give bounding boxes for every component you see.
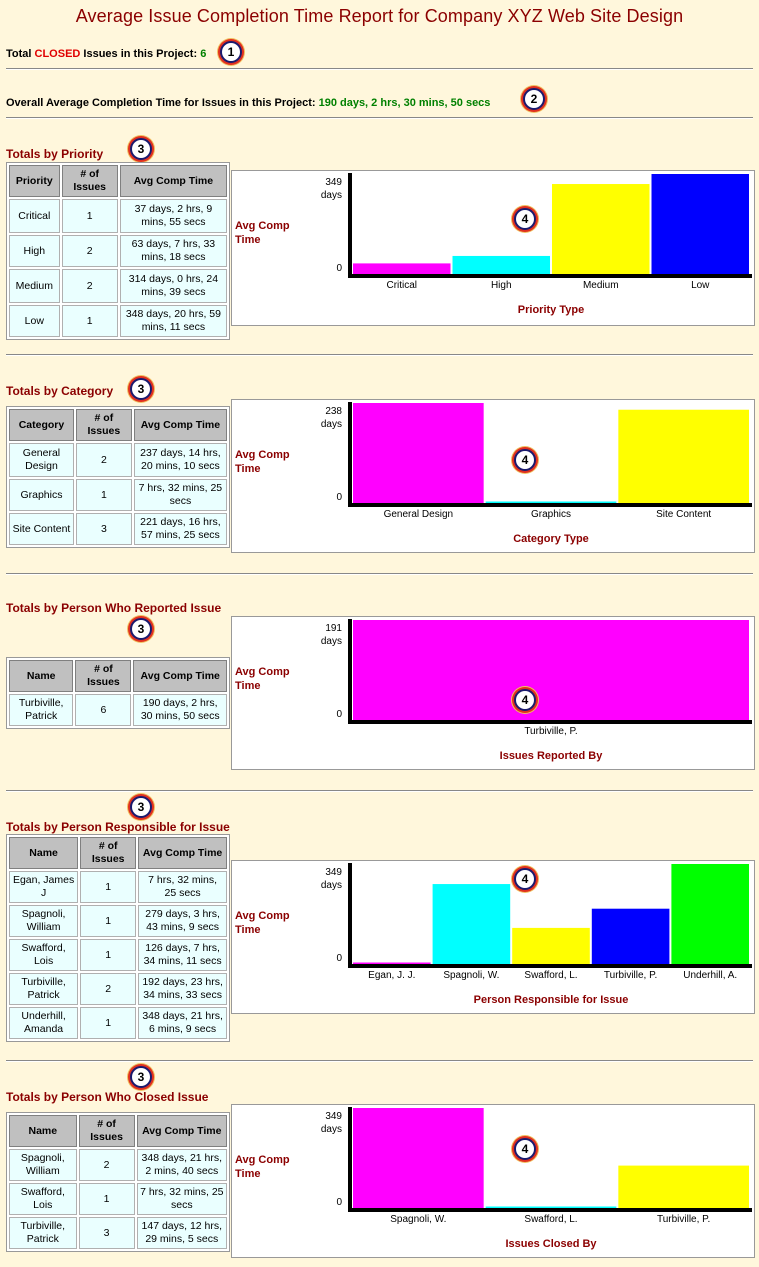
- y-axis-max-label: [321, 867, 343, 891]
- x-tick-label: Spagnoli, W.: [390, 1214, 447, 1225]
- bar: [618, 1166, 749, 1208]
- avg-value: 190 days, 2 hrs, 30 mins, 50 secs: [318, 97, 491, 109]
- table-header-row: [9, 837, 227, 869]
- x-tick-label: Egan, J. J.: [368, 970, 416, 981]
- column-header: # of Issues: [62, 165, 118, 197]
- table-cell: Low: [9, 305, 60, 337]
- y-axis-label-line: Avg Comp: [235, 910, 290, 922]
- bar: [652, 174, 750, 274]
- bar: [433, 884, 511, 964]
- y-axis-max-label: [321, 177, 343, 201]
- y-axis-label-line: Time: [235, 680, 261, 692]
- table-cell: 3: [76, 513, 132, 545]
- callout-3-badge: 3: [130, 796, 152, 818]
- table-row: [9, 1007, 227, 1039]
- table-row: [9, 973, 227, 1005]
- bar-chart-svg: [232, 617, 754, 769]
- x-axis-title: Issues Reported By: [499, 750, 603, 762]
- bar: [353, 403, 484, 503]
- divider: [6, 354, 753, 356]
- y-axis-label-line: Avg Comp: [235, 1154, 290, 1166]
- y-axis-min-label: 0: [336, 492, 342, 503]
- callout-3-badge: 3: [130, 618, 152, 640]
- y-axis-min-label: 0: [336, 953, 342, 964]
- table-cell: 1: [62, 305, 118, 337]
- table-row: [9, 871, 227, 903]
- y-axis-min-label: 0: [336, 1197, 342, 1208]
- y-axis-label: [235, 1154, 290, 1180]
- divider: [6, 68, 753, 70]
- table-cell: Medium: [9, 269, 60, 303]
- x-axis-title: Category Type: [513, 533, 589, 545]
- table-cell: General Design: [9, 443, 74, 477]
- y-axis-line: [348, 619, 352, 724]
- avg-label: Overall Average Completion Time for Issues in this Project:: [6, 97, 319, 109]
- x-tick-label: Swafford, L.: [524, 970, 578, 981]
- table-cell: Turbiville, Patrick: [9, 694, 73, 726]
- column-header: Name: [9, 1115, 77, 1147]
- category-table: [6, 406, 230, 548]
- x-tick-label: Turbiville, P.: [524, 726, 578, 737]
- bar: [353, 620, 749, 720]
- x-tick-label: Swafford, L.: [524, 1214, 578, 1225]
- callout-4-badge: 4: [514, 208, 536, 230]
- column-header: Name: [9, 660, 73, 692]
- y-axis-label: [235, 910, 290, 936]
- callout-1-badge: 1: [220, 41, 242, 63]
- table-cell: 63 days, 7 hrs, 33 mins, 18 secs: [120, 235, 227, 267]
- table-cell: 237 days, 14 hrs, 20 mins, 10 secs: [134, 443, 227, 477]
- divider: [6, 1060, 753, 1062]
- table-cell: 1: [80, 871, 136, 903]
- priority-chart: [231, 170, 755, 326]
- column-header: # of Issues: [80, 837, 136, 869]
- divider: [6, 117, 753, 119]
- table-cell: 279 days, 3 hrs, 43 mins, 9 secs: [138, 905, 227, 937]
- x-tick-label: General Design: [383, 509, 454, 520]
- table-cell: 1: [62, 199, 118, 233]
- column-header: Avg Comp Time: [137, 1115, 227, 1147]
- bar: [671, 864, 749, 964]
- table-cell: 190 days, 2 hrs, 30 mins, 50 secs: [133, 694, 227, 726]
- x-tick-label: Critical: [386, 280, 418, 291]
- divider: [6, 790, 753, 792]
- bar: [486, 502, 617, 504]
- table-cell: 2: [62, 269, 118, 303]
- y-axis-line: [348, 402, 352, 507]
- table-cell: 348 days, 21 hrs, 2 mins, 40 secs: [137, 1149, 227, 1181]
- bar-chart-svg: [232, 400, 754, 552]
- y-axis-label-line: Avg Comp: [235, 449, 290, 461]
- y-axis-max-unit: days: [320, 1124, 342, 1135]
- y-axis-label-line: Time: [235, 924, 261, 936]
- table-cell: 1: [80, 939, 136, 971]
- y-axis-max-value: 349: [325, 1111, 342, 1122]
- table-cell: Turbiville, Patrick: [9, 1217, 77, 1249]
- table-cell: 7 hrs, 32 mins, 25 secs: [138, 871, 227, 903]
- category-chart: [231, 399, 755, 553]
- closed-chart: [231, 1104, 755, 1258]
- y-axis-line: [348, 1107, 352, 1212]
- table-cell: Swafford, Lois: [9, 1183, 77, 1215]
- average-time-summary: [6, 97, 490, 109]
- section-title-priority: Totals by Priority: [6, 147, 104, 161]
- x-tick-label: High: [490, 280, 512, 291]
- column-header: # of Issues: [79, 1115, 135, 1147]
- table-row: [9, 1149, 227, 1181]
- y-axis-max-unit: days: [320, 636, 342, 647]
- table-row: [9, 694, 227, 726]
- table-cell: High: [9, 235, 60, 267]
- reported-chart: [231, 616, 755, 770]
- responsible-chart: [231, 860, 755, 1014]
- y-axis-label: [235, 666, 290, 692]
- bar: [453, 256, 551, 274]
- bar: [353, 1108, 484, 1208]
- x-tick-label: Site Content: [656, 509, 712, 520]
- column-header: Avg Comp Time: [133, 660, 227, 692]
- callout-3-badge: 3: [130, 1066, 152, 1088]
- table-cell: 126 days, 7 hrs, 34 mins, 11 secs: [138, 939, 227, 971]
- table-cell: 1: [80, 1007, 136, 1039]
- closed-word: CLOSED: [34, 48, 81, 60]
- table-cell: Underhill, Amanda: [9, 1007, 78, 1039]
- y-axis-max-unit: days: [320, 419, 342, 430]
- table-row: [9, 479, 227, 511]
- table-row: [9, 1217, 227, 1249]
- table-cell: 221 days, 16 hrs, 57 mins, 25 secs: [134, 513, 227, 545]
- section-title-reported: Totals by Person Who Reported Issue: [6, 601, 222, 615]
- table-row: [9, 199, 227, 233]
- table-cell: 192 days, 23 hrs, 34 mins, 33 secs: [138, 973, 227, 1005]
- table-row: [9, 235, 227, 267]
- y-axis-label-line: Time: [235, 234, 261, 246]
- divider: [6, 573, 753, 575]
- table-cell: 314 days, 0 hrs, 24 mins, 39 secs: [120, 269, 227, 303]
- reported-table: [6, 657, 230, 729]
- table-cell: 1: [79, 1183, 135, 1215]
- x-tick-label: Spagnoli, W.: [443, 970, 500, 981]
- report-title: Average Issue Completion Time Report for Company XYZ Web Site Design: [75, 6, 684, 26]
- table-cell: 6: [75, 694, 131, 726]
- column-header: Priority: [9, 165, 60, 197]
- y-axis-max-label: [321, 406, 343, 430]
- table-cell: Graphics: [9, 479, 74, 511]
- table-cell: Egan, James J: [9, 871, 78, 903]
- table-header-row: [9, 1115, 227, 1147]
- y-axis-label: [235, 220, 290, 246]
- table-cell: 2: [79, 1149, 135, 1181]
- table-row: [9, 443, 227, 477]
- y-axis-label-line: Time: [235, 463, 261, 475]
- table-cell: 37 days, 2 hrs, 9 mins, 55 secs: [120, 199, 227, 233]
- bar: [353, 963, 431, 965]
- table-cell: 2: [62, 235, 118, 267]
- table-cell: Spagnoli, William: [9, 1149, 77, 1181]
- y-axis-max-value: 349: [325, 867, 342, 878]
- table-cell: 7 hrs, 32 mins, 25 secs: [134, 479, 227, 511]
- table-cell: 348 days, 20 hrs, 59 mins, 11 secs: [120, 305, 227, 337]
- column-header: # of Issues: [75, 660, 131, 692]
- table-cell: Swafford, Lois: [9, 939, 78, 971]
- bar: [486, 1207, 617, 1209]
- section-title-closed: Totals by Person Who Closed Issue: [6, 1090, 209, 1104]
- table-header-row: [9, 165, 227, 197]
- y-axis-label-line: Avg Comp: [235, 220, 290, 232]
- table-row: [9, 905, 227, 937]
- column-header: Avg Comp Time: [138, 837, 227, 869]
- y-axis-label: [235, 449, 290, 475]
- bar: [618, 410, 749, 503]
- x-axis-title: Priority Type: [517, 304, 585, 316]
- bar: [353, 263, 451, 274]
- x-tick-label: Medium: [582, 280, 619, 291]
- column-header: Category: [9, 409, 74, 441]
- x-axis-line: [348, 720, 752, 724]
- section-title-category: Totals by Category: [6, 384, 114, 398]
- y-axis-min-label: 0: [336, 709, 342, 720]
- x-tick-label: Turbiville, P.: [603, 970, 658, 981]
- x-axis-line: [348, 1208, 752, 1212]
- table-row: [9, 939, 227, 971]
- table-row: [9, 1183, 227, 1215]
- bar: [552, 184, 650, 274]
- table-header-row: [9, 409, 227, 441]
- bar: [592, 909, 670, 964]
- closed-prefix: Total: [6, 48, 35, 60]
- section-title-responsible: Totals by Person Responsible for Issue: [6, 820, 230, 834]
- table-header-row: [9, 660, 227, 692]
- callout-3-badge: 3: [130, 138, 152, 160]
- callout-2-badge: 2: [523, 88, 545, 110]
- column-header: # of Issues: [76, 409, 132, 441]
- table-cell: 7 hrs, 32 mins, 25 secs: [137, 1183, 227, 1215]
- bar-chart-svg: [232, 171, 754, 323]
- y-axis-label-line: Avg Comp: [235, 666, 290, 678]
- y-axis-max-unit: days: [320, 190, 342, 201]
- responsible-table: [6, 834, 230, 1042]
- x-tick-label: Underhill, A.: [683, 970, 738, 981]
- bar: [512, 928, 590, 964]
- bar-chart-svg: [232, 861, 754, 1013]
- y-axis-max-label: [321, 1111, 343, 1135]
- callout-4-badge: 4: [514, 449, 536, 471]
- table-cell: 2: [76, 443, 132, 477]
- x-axis-line: [348, 503, 752, 507]
- table-cell: Spagnoli, William: [9, 905, 78, 937]
- table-cell: 2: [80, 973, 136, 1005]
- y-axis-line: [348, 863, 352, 968]
- priority-table: [6, 162, 230, 340]
- y-axis-max-unit: days: [320, 880, 342, 891]
- x-tick-label: Low: [691, 280, 710, 291]
- callout-4-badge: 4: [514, 868, 536, 890]
- table-cell: Critical: [9, 199, 60, 233]
- x-tick-label: Turbiville, P.: [656, 1214, 711, 1225]
- y-axis-label-line: Time: [235, 1168, 261, 1180]
- y-axis-line: [348, 173, 352, 278]
- table-cell: 348 days, 21 hrs, 6 mins, 9 secs: [138, 1007, 227, 1039]
- table-cell: Turbiville, Patrick: [9, 973, 78, 1005]
- y-axis-max-value: 191: [325, 623, 342, 634]
- table-row: [9, 305, 227, 337]
- y-axis-min-label: 0: [336, 263, 342, 274]
- closed-issues-summary: [6, 48, 206, 60]
- table-cell: 1: [80, 905, 136, 937]
- table-cell: 3: [79, 1217, 135, 1249]
- y-axis-max-label: [321, 623, 343, 647]
- column-header: Avg Comp Time: [120, 165, 227, 197]
- y-axis-max-value: 349: [325, 177, 342, 188]
- closed-table: [6, 1112, 230, 1252]
- column-header: Name: [9, 837, 78, 869]
- table-cell: 147 days, 12 hrs, 29 mins, 5 secs: [137, 1217, 227, 1249]
- x-axis-title: Issues Closed By: [505, 1238, 597, 1250]
- table-cell: Site Content: [9, 513, 74, 545]
- closed-count: 6: [200, 48, 207, 60]
- y-axis-max-value: 238: [325, 406, 342, 417]
- bar-chart-svg: [232, 1105, 754, 1257]
- table-cell: 1: [76, 479, 132, 511]
- table-row: [9, 513, 227, 545]
- x-axis-line: [348, 964, 752, 968]
- column-header: Avg Comp Time: [134, 409, 227, 441]
- x-axis-line: [348, 274, 752, 278]
- closed-suffix: Issues in this Project:: [80, 48, 201, 60]
- callout-4-badge: 4: [514, 1138, 536, 1160]
- table-row: [9, 269, 227, 303]
- callout-3-badge: 3: [130, 378, 152, 400]
- callout-4-badge: 4: [514, 689, 536, 711]
- x-axis-title: Person Responsible for Issue: [473, 994, 629, 1006]
- x-tick-label: Graphics: [530, 509, 572, 520]
